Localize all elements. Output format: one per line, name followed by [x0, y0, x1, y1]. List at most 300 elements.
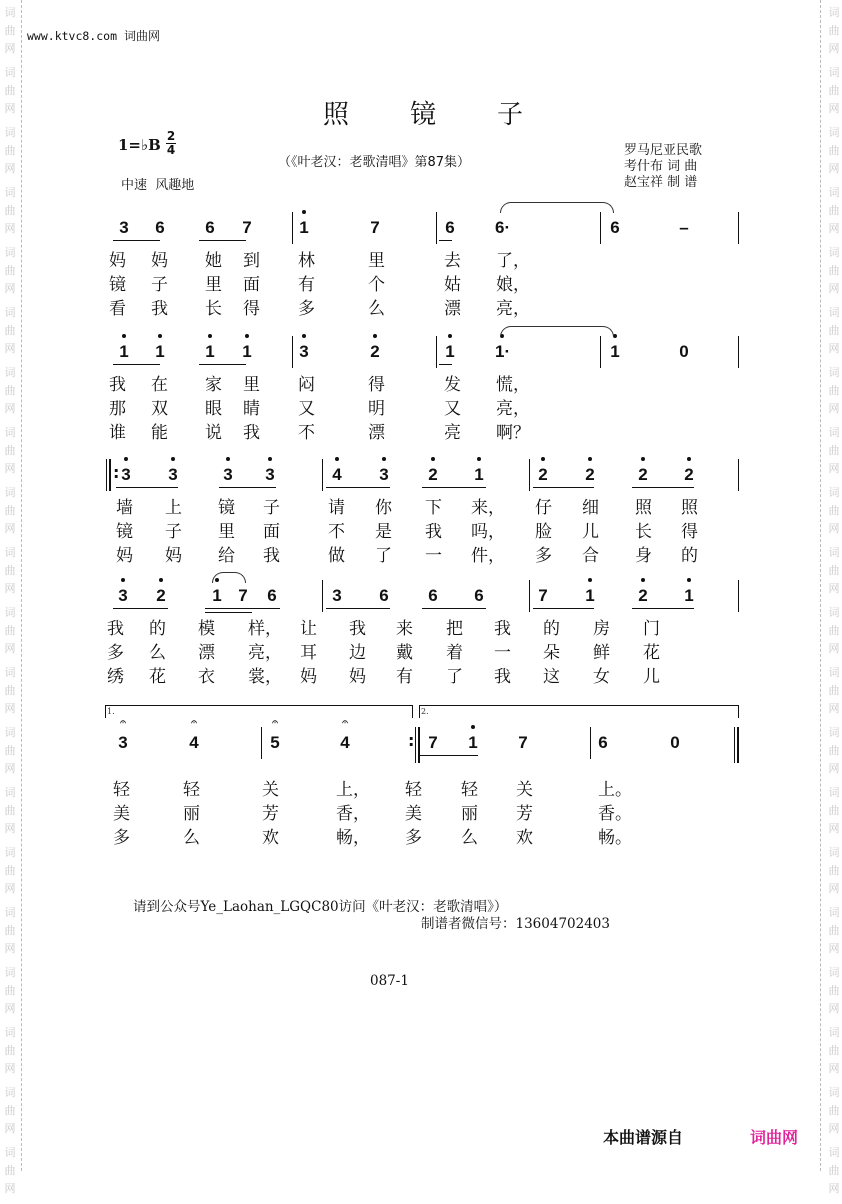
watermark-char: 词 — [4, 966, 16, 979]
lyric-syllable: 又 — [298, 399, 315, 419]
lyric-syllable: 姑 — [444, 275, 461, 295]
watermark-char: 网 — [828, 462, 840, 475]
lyric-syllable: 一 — [494, 643, 511, 663]
jianpu-note: 7 — [518, 733, 528, 752]
beam-underline — [326, 608, 390, 609]
lyric-syllable: 门 — [643, 619, 660, 639]
lyric-syllable: 妈 — [165, 546, 182, 566]
lyric-syllable: 发 — [444, 375, 461, 395]
watermark-char: 词 — [828, 6, 840, 19]
jianpu-note: 7 — [538, 586, 548, 605]
watermark-char: 曲 — [4, 1164, 16, 1177]
lyric-syllable: 上 — [165, 498, 182, 518]
jianpu-note: 6 — [610, 218, 620, 237]
watermark-group — [825, 4, 842, 64]
lyric-syllable: 我 — [151, 299, 168, 319]
credit-arranger: 赵宝祥 制 谱 — [624, 175, 698, 190]
watermark-group — [1, 784, 19, 844]
lyric-syllable: 漂 — [368, 423, 385, 443]
octave-dot — [687, 457, 691, 461]
watermark-char: 曲 — [4, 444, 16, 457]
watermark-group — [1, 124, 19, 184]
watermark-char: 曲 — [828, 624, 840, 637]
lyric-syllable: 芳 — [262, 804, 279, 824]
volta-bracket-2 — [419, 705, 739, 718]
source-label: 本曲谱源自 — [603, 1128, 684, 1147]
barline — [529, 459, 530, 491]
series-note: （《叶老汉：老歌清唱》第87集） — [278, 155, 471, 170]
jianpu-note: 4 𝄐 — [189, 717, 199, 752]
barline — [322, 580, 323, 612]
repeat-end-thin — [415, 727, 416, 763]
lyric-syllable: 在 — [151, 375, 168, 395]
lyric-syllable: 轻 — [183, 780, 200, 800]
lyric-syllable: 件， — [471, 546, 505, 566]
watermark-char: 曲 — [828, 84, 840, 97]
lyric-syllable: 那 — [109, 399, 126, 419]
watermark-char: 曲 — [828, 1044, 840, 1057]
credit-origin: 罗马尼亚民歌 — [624, 143, 703, 158]
watermark-char: 曲 — [4, 324, 16, 337]
lyric-syllable: 耳 — [300, 643, 317, 663]
watermark-group — [1, 304, 19, 364]
credits — [624, 143, 702, 191]
watermark-char: 词 — [4, 906, 16, 919]
jianpu-note: – — [679, 218, 689, 237]
beam-underline — [422, 487, 486, 488]
watermark-char: 词 — [828, 726, 840, 739]
lyric-syllable: 合 — [582, 546, 599, 566]
lyric-syllable: 长 — [205, 299, 222, 319]
barline — [600, 336, 601, 368]
jianpu-note: 2 — [154, 586, 168, 606]
beam-underline — [422, 608, 486, 609]
watermark-char: 曲 — [828, 444, 840, 457]
jianpu-note: 2 — [682, 465, 696, 485]
fermata-icon: 𝄐 — [120, 717, 126, 728]
jianpu-note: 6 — [379, 586, 389, 605]
site-header — [27, 27, 160, 44]
watermark-group — [1, 904, 19, 964]
watermark-char: 曲 — [4, 864, 16, 877]
octave-dot — [226, 457, 230, 461]
lyric-syllable: 丽 — [183, 804, 200, 824]
octave-dot — [302, 334, 306, 338]
watermark-group — [1, 964, 19, 1024]
lyric-syllable: 得 — [368, 375, 385, 395]
lyric-syllable: 妈 — [349, 667, 366, 687]
lyric-syllable: 畅。 — [598, 828, 632, 848]
lyric-syllable: 她 — [205, 251, 222, 271]
lyric-syllable: 么 — [461, 828, 478, 848]
lyric-syllable: 花 — [643, 643, 660, 663]
octave-dot — [588, 578, 592, 582]
lyric-syllable: 林 — [298, 251, 315, 271]
watermark-char: 曲 — [828, 1104, 840, 1117]
watermark-char: 词 — [828, 606, 840, 619]
song-title — [0, 94, 842, 130]
watermark-char: 曲 — [4, 1104, 16, 1117]
right-margin-line — [820, 0, 821, 1171]
jianpu-note: 3 𝄐 — [118, 717, 128, 752]
beam-underline — [632, 487, 694, 488]
lyric-syllable: 细 — [582, 498, 599, 518]
lyric-syllable: 我 — [494, 667, 511, 687]
lyric-syllable: 轻 — [461, 780, 478, 800]
watermark-char: 词 — [828, 426, 840, 439]
lyric-syllable: 丽 — [461, 804, 478, 824]
barline — [738, 336, 739, 368]
watermark-char: 网 — [828, 582, 840, 595]
lyric-syllable: 有 — [298, 275, 315, 295]
watermark-char: 词 — [828, 126, 840, 139]
watermark-char: 网 — [828, 402, 840, 415]
time-bottom: 4 — [166, 143, 176, 157]
watermark-char: 曲 — [828, 24, 840, 37]
lyric-syllable: 长 — [635, 522, 652, 542]
watermark-group — [1, 664, 19, 724]
jianpu-note: 1 — [443, 342, 457, 362]
watermark-char: 网 — [828, 102, 840, 115]
time-top: 2 — [166, 129, 176, 143]
lyric-syllable: 我 — [109, 375, 126, 395]
jianpu-note: 1 — [153, 342, 167, 362]
volta-bracket-1 — [105, 705, 413, 718]
watermark-char: 网 — [828, 762, 840, 775]
lyric-syllable: 面 — [243, 275, 260, 295]
jianpu-note: 1 — [240, 342, 254, 362]
watermark-char: 曲 — [4, 264, 16, 277]
lyric-syllable: 裳， — [248, 667, 282, 687]
lyric-syllable: 镜 — [116, 522, 133, 542]
watermark-char: 网 — [4, 882, 16, 895]
octave-dot — [641, 457, 645, 461]
lyric-syllable: 得 — [243, 299, 260, 319]
barline — [529, 580, 530, 612]
watermark-group — [1, 724, 19, 784]
jianpu-note: 1 — [466, 733, 480, 753]
octave-dot — [158, 334, 162, 338]
key-signature: 1=♭B — [118, 136, 161, 154]
watermark-char: 曲 — [828, 144, 840, 157]
jianpu-note: 1 — [472, 465, 486, 485]
watermark-char: 曲 — [4, 384, 16, 397]
watermark-char: 词 — [4, 1086, 16, 1099]
beam-underline — [533, 608, 594, 609]
watermark-char: 网 — [4, 342, 16, 355]
lyric-syllable: 儿 — [582, 522, 599, 542]
lyric-syllable: 女 — [593, 667, 610, 687]
barline — [436, 336, 437, 368]
watermark-char: 网 — [828, 162, 840, 175]
lyric-syllable: 妈 — [109, 251, 126, 271]
title-char: 照 — [323, 100, 350, 130]
watermark-char: 网 — [4, 162, 16, 175]
watermark-char: 曲 — [828, 504, 840, 517]
watermark-group — [825, 124, 842, 184]
jianpu-note: 6 — [445, 218, 455, 237]
lyric-syllable: 多 — [405, 828, 422, 848]
watermark-char: 网 — [4, 942, 16, 955]
watermark-char: 网 — [4, 222, 16, 235]
jianpu-note: 7 — [238, 586, 248, 605]
lyric-syllable: 关 — [516, 780, 533, 800]
fermata-icon: 𝄐 — [272, 717, 278, 728]
watermark-group — [825, 664, 842, 724]
watermark-group — [825, 244, 842, 304]
watermark-char: 词 — [828, 666, 840, 679]
lyric-syllable: 来 — [396, 619, 413, 639]
watermark-group — [825, 1144, 842, 1204]
watermark-char: 词 — [828, 846, 840, 859]
beam-underline — [420, 755, 478, 756]
jianpu-note: 3 — [119, 465, 133, 485]
lyric-syllable: 请 — [328, 498, 345, 518]
watermark-char: 词 — [828, 1086, 840, 1099]
jianpu-note: 2 — [583, 465, 597, 485]
lyric-syllable: 不 — [328, 522, 345, 542]
barline — [292, 212, 293, 244]
octave-dot — [541, 457, 545, 461]
watermark-char: 词 — [828, 786, 840, 799]
watermark-group — [825, 904, 842, 964]
watermark-group — [1, 1144, 19, 1204]
lyric-syllable: 睛 — [243, 399, 260, 419]
lyric-syllable: 轻 — [113, 780, 130, 800]
watermark-group — [825, 184, 842, 244]
beam-underline — [113, 364, 160, 365]
lyric-syllable: 镜 — [218, 498, 235, 518]
watermark-group — [1, 604, 19, 664]
watermark-char: 网 — [828, 882, 840, 895]
jianpu-note: 7 — [428, 733, 438, 752]
watermark-char: 网 — [4, 642, 16, 655]
watermark-group — [825, 304, 842, 364]
lyric-syllable: 照 — [635, 498, 652, 518]
beam-underline — [632, 608, 694, 609]
octave-dot — [159, 578, 163, 582]
lyric-syllable: 畅， — [336, 828, 370, 848]
watermark-group — [1, 844, 19, 904]
watermark-group — [825, 844, 842, 904]
watermark-char: 词 — [828, 186, 840, 199]
beam-underline-double — [205, 612, 252, 613]
watermark-char: 网 — [828, 1062, 840, 1075]
octave-dot — [382, 457, 386, 461]
watermark-char: 曲 — [4, 504, 16, 517]
lyric-syllable: 你 — [375, 498, 392, 518]
lyric-syllable: 亮， — [248, 643, 282, 663]
watermark-char: 词 — [4, 66, 16, 79]
watermark-char: 词 — [4, 306, 16, 319]
watermark-group — [825, 604, 842, 664]
lyric-syllable: 美 — [113, 804, 130, 824]
lyric-syllable: 说 — [205, 423, 222, 443]
octave-dot — [335, 457, 339, 461]
jianpu-note: 2 — [636, 586, 650, 606]
lyric-syllable: 了 — [446, 667, 463, 687]
watermark-char: 网 — [4, 102, 16, 115]
beam-underline — [113, 240, 160, 241]
octave-dot — [171, 457, 175, 461]
repeat-dots: : — [113, 463, 120, 482]
volta-label-2: 2. — [421, 707, 429, 716]
jianpu-note: 1 — [117, 342, 131, 362]
jianpu-note: 1 — [583, 586, 597, 606]
watermark-group — [1, 184, 19, 244]
lyric-syllable: 样， — [248, 619, 282, 639]
jianpu-note: 7 — [242, 218, 252, 237]
lyric-syllable: 了， — [496, 251, 530, 271]
jianpu-note: 4 𝄐 — [340, 717, 350, 752]
octave-dot — [687, 578, 691, 582]
repeat-start-thin — [106, 459, 107, 491]
lyric-syllable: 里 — [243, 375, 260, 395]
jianpu-note: 6 — [428, 586, 438, 605]
lyric-syllable: 是 — [375, 522, 392, 542]
watermark-group — [825, 1024, 842, 1084]
lyric-syllable: 多 — [113, 828, 130, 848]
watermark-char: 词 — [4, 246, 16, 259]
site-name: 词曲网 — [123, 29, 160, 43]
lyric-syllable: 个 — [368, 275, 385, 295]
lyric-syllable: 能 — [151, 423, 168, 443]
octave-dot — [477, 457, 481, 461]
beam-underline — [199, 364, 246, 365]
lyric-syllable: 绣 — [107, 667, 124, 687]
octave-dot — [122, 334, 126, 338]
watermark-char: 曲 — [4, 204, 16, 217]
lyric-syllable: 漂 — [444, 299, 461, 319]
watermark-group — [825, 484, 842, 544]
lyric-syllable: 双 — [151, 399, 168, 419]
watermark-char: 网 — [828, 1122, 840, 1135]
watermark-char: 曲 — [4, 624, 16, 637]
octave-dot — [431, 457, 435, 461]
watermark-char: 网 — [4, 822, 16, 835]
left-watermark-column — [1, 0, 19, 1204]
watermark-char: 曲 — [828, 384, 840, 397]
watermark-char: 词 — [4, 126, 16, 139]
lyric-syllable: 眼 — [205, 399, 222, 419]
footer-wechat-note: 请到公众号Ye_Laohan_LGQC80访问《叶老汉：老歌清唱》） — [133, 899, 508, 915]
lyric-syllable: 香， — [336, 804, 370, 824]
lyric-syllable: 么 — [183, 828, 200, 848]
watermark-char: 词 — [828, 366, 840, 379]
repeat-start-thick — [109, 459, 111, 491]
jianpu-note: 4 — [330, 465, 344, 485]
lyric-syllable: 墙 — [116, 498, 133, 518]
watermark-char: 词 — [4, 1146, 16, 1159]
lyric-syllable: 面 — [263, 522, 280, 542]
watermark-char: 网 — [4, 282, 16, 295]
watermark-char: 网 — [4, 402, 16, 415]
lyric-syllable: 儿 — [643, 667, 660, 687]
watermark-char: 网 — [828, 822, 840, 835]
beam-underline — [113, 608, 168, 609]
lyric-syllable: 上， — [336, 780, 370, 800]
barline — [738, 580, 739, 612]
lyric-syllable: 么 — [368, 299, 385, 319]
watermark-group — [825, 784, 842, 844]
final-barline-thin — [734, 727, 735, 763]
watermark-char: 网 — [828, 282, 840, 295]
lyric-syllable: 照 — [681, 498, 698, 518]
jianpu-note: 2 — [426, 465, 440, 485]
watermark-group — [1, 4, 19, 64]
lyric-syllable: 妈 — [300, 667, 317, 687]
lyric-syllable: 妈 — [151, 251, 168, 271]
site-url[interactable]: www.ktvc8.com — [27, 29, 118, 43]
lyric-syllable: 花 — [149, 667, 166, 687]
lyric-syllable: 有 — [396, 667, 413, 687]
watermark-char: 网 — [4, 582, 16, 595]
jianpu-note: 1 — [608, 342, 622, 362]
volta-label-1: 1. — [107, 707, 115, 716]
watermark-char: 词 — [4, 426, 16, 439]
jianpu-note: 0 — [679, 342, 689, 361]
lyric-syllable: 亮， — [496, 299, 530, 319]
jianpu-note: 1 — [297, 218, 311, 238]
watermark-char: 曲 — [828, 324, 840, 337]
source-site-link[interactable]: 词曲网 — [750, 1128, 799, 1147]
lyric-syllable: 戴 — [396, 643, 413, 663]
lyric-syllable: 的 — [543, 619, 560, 639]
octave-dot — [245, 334, 249, 338]
watermark-char: 曲 — [828, 744, 840, 757]
lyric-syllable: 关 — [262, 780, 279, 800]
lyric-syllable: 子 — [263, 498, 280, 518]
barline — [261, 727, 262, 759]
lyric-syllable: 衣 — [198, 667, 215, 687]
lyric-syllable: 看 — [109, 299, 126, 319]
watermark-char: 曲 — [4, 1044, 16, 1057]
lyric-syllable: 模 — [198, 619, 215, 639]
jianpu-note: 2 — [636, 465, 650, 485]
octave-dot — [124, 457, 128, 461]
lyric-syllable: 一 — [425, 546, 442, 566]
jianpu-note: 3 — [297, 342, 311, 362]
watermark-char: 词 — [828, 1146, 840, 1159]
barline — [436, 212, 437, 244]
lyric-syllable: 做 — [328, 546, 345, 566]
octave-dot — [268, 457, 272, 461]
lyric-syllable: 上。 — [598, 780, 632, 800]
lyric-syllable: 轻 — [405, 780, 422, 800]
watermark-char: 曲 — [828, 864, 840, 877]
watermark-group — [1, 544, 19, 604]
lyric-syllable: 多 — [298, 299, 315, 319]
lyric-syllable: 亮 — [444, 423, 461, 443]
lyric-syllable: 美 — [405, 804, 422, 824]
beam-underline — [439, 364, 452, 365]
watermark-char: 曲 — [828, 1164, 840, 1177]
lyric-syllable: 吗， — [471, 522, 505, 542]
beam-underline — [199, 240, 246, 241]
lyric-syllable: 边 — [349, 643, 366, 663]
watermark-char: 词 — [828, 1026, 840, 1039]
octave-dot — [471, 725, 475, 729]
lyric-syllable: 我 — [494, 619, 511, 639]
tie-arc — [212, 572, 246, 583]
lyric-syllable: 仔 — [535, 498, 552, 518]
lyric-syllable: 镜 — [109, 275, 126, 295]
watermark-char: 词 — [4, 786, 16, 799]
fermata-icon: 𝄐 — [191, 717, 197, 728]
watermark-char: 网 — [4, 762, 16, 775]
jianpu-note: 1 — [682, 586, 696, 606]
beam-underline — [205, 608, 280, 609]
